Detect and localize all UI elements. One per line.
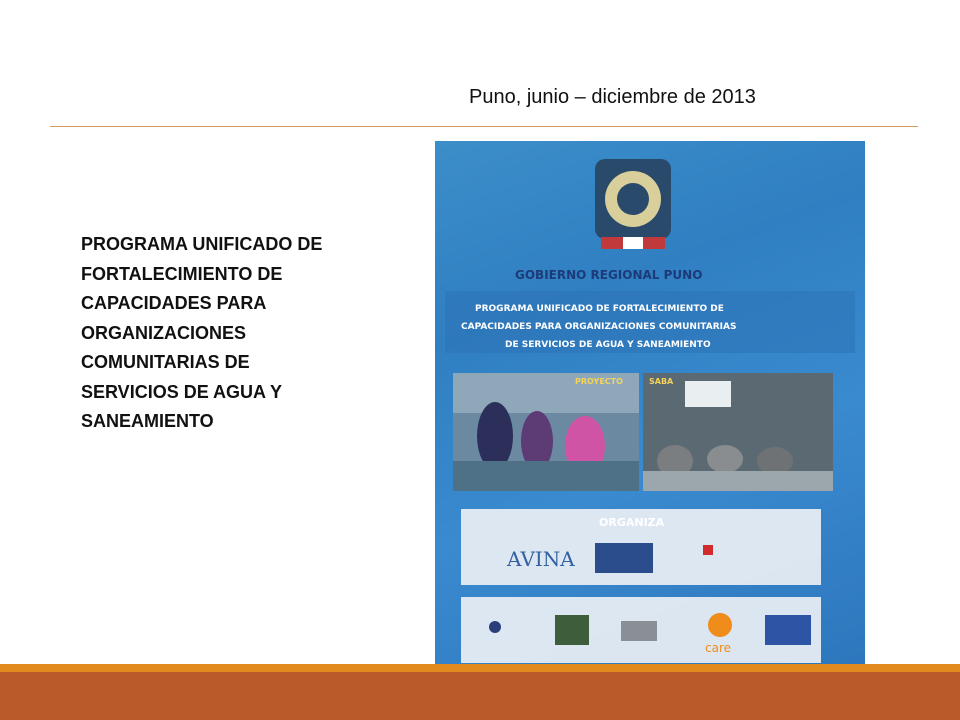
poster-program-line2: CAPACIDADES PARA ORGANIZACIONES COMUNITARIAS — [461, 322, 737, 332]
poster-program-line1: PROGRAMA UNIFICADO DE FORTALECIMIENTO DE — [475, 304, 724, 314]
organiza-label: ORGANIZA — [599, 516, 665, 529]
vivienda-logo-icon — [595, 543, 653, 573]
poster-heading: GOBIERNO REGIONAL PUNO — [515, 268, 703, 282]
logo-care: care — [705, 641, 732, 655]
stats-logo-icon — [621, 621, 657, 641]
photo-label-right: SABA — [649, 377, 674, 386]
swiss-flag-icon — [703, 545, 713, 555]
photo-label-left: PROYECTO — [575, 377, 623, 386]
logo-avina: AVINA — [507, 547, 575, 571]
footer-stripe — [0, 664, 960, 672]
poster-photo-left — [453, 373, 639, 491]
health-ministry-logo-icon — [489, 621, 501, 633]
poster-photo-right — [643, 373, 833, 491]
slide-subtitle: Puno, junio – diciembre de 2013 — [469, 86, 756, 108]
poster-program-line3: DE SERVICIOS DE AGUA Y SANEAMIENTO — [505, 340, 711, 350]
header-divider — [50, 126, 918, 127]
coat-of-arms-icon — [595, 159, 671, 249]
poster-photo — [435, 141, 865, 670]
municipal-seal-icon — [555, 615, 589, 645]
care-logo-icon — [708, 613, 732, 637]
partner-logo-icon — [765, 615, 811, 645]
footer-bar — [0, 672, 960, 720]
slide-title: PROGRAMA UNIFICADO DE FORTALECIMIENTO DE CAPACIDADES PARA ORGANIZACIONES COMUNITARIAS DE SERVICIOS DE AGUA Y SANEAMIENTO — [81, 234, 323, 431]
